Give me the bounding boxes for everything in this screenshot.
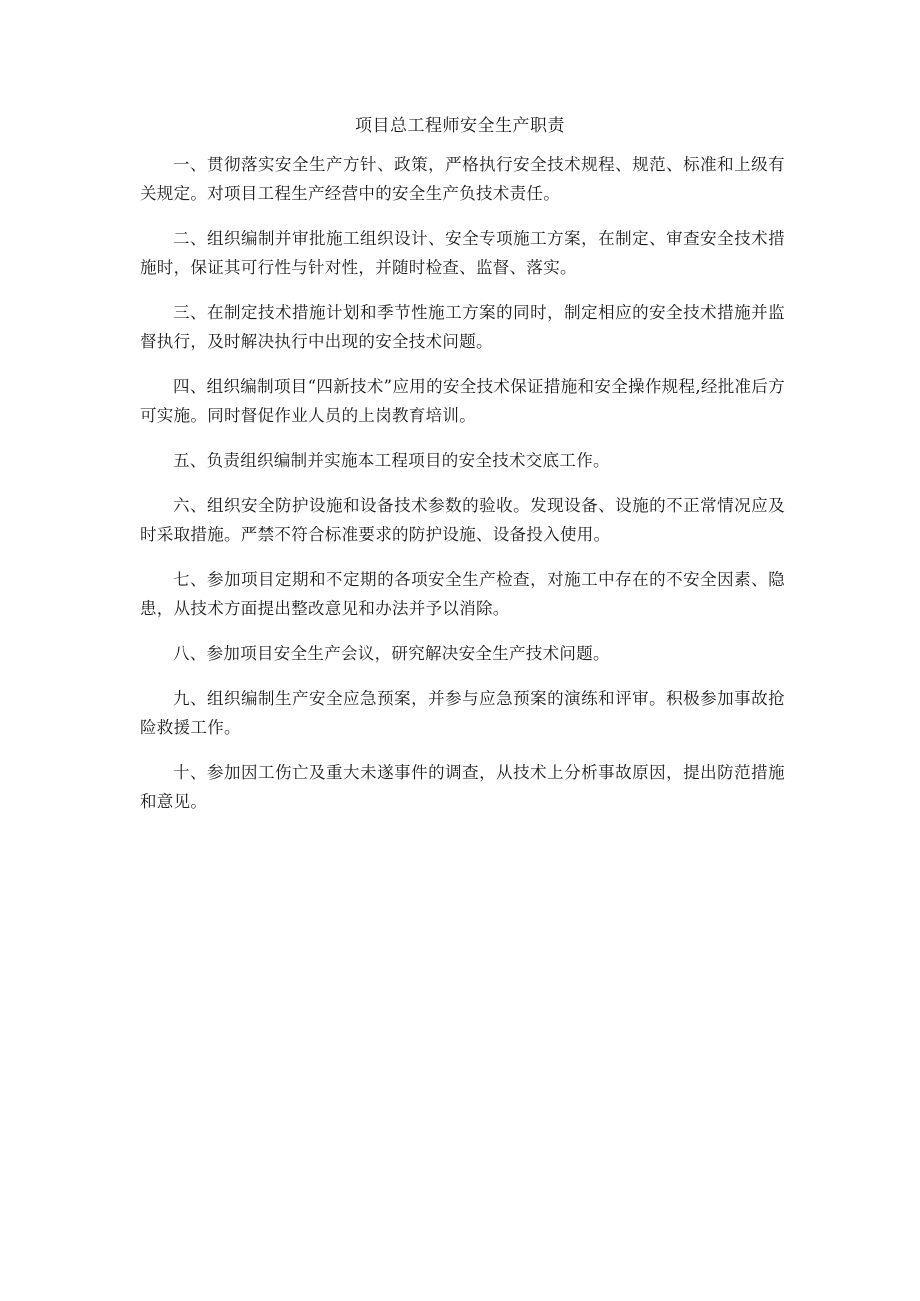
paragraph-4: 四、组织编制项目“四新技术”应用的安全技术保证措施和安全操作规程,经批准后方可实施。同时督促作业人员的上岗教育培训。 — [140, 377, 785, 425]
paragraph-1: 一、贯彻落实安全生产方针、政策，严格执行安全技术规程、规范、标准和上级有关规定。对项目工程生产经营中的安全生产负技术责任。 — [140, 155, 785, 203]
document-body — [140, 150, 785, 832]
paragraph-8: 八、参加项目安全生产会议，研究解决安全生产技术问题。 — [173, 644, 610, 663]
document-title: 项目总工程师安全生产职责 — [355, 116, 565, 136]
paragraph-9: 九、组织编制生产安全应急预案，并参与应急预案的演练和评审。积极参加事故抢险救援工作。 — [140, 689, 785, 737]
paragraph-3: 三、在制定技术措施计划和季节性施工方案的同时，制定相应的安全技术措施并监督执行，及时解决执行中出现的安全技术问题。 — [140, 303, 785, 351]
paragraph-5: 五、负责组织编制并实施本工程项目的安全技术交底工作。 — [173, 451, 610, 470]
paragraph-2: 二、组织编制并审批施工组织设计、安全专项施工方案，在制定、审查安全技术措施时，保证其可行性与针对性，并随时检查、监督、落实。 — [140, 229, 785, 277]
paragraph-10: 十、参加因工伤亡及重大未遂事件的调查，从技术上分析事故原因，提出防范措施和意见。 — [140, 763, 785, 811]
paragraph-6: 六、组织安全防护设施和设备技术参数的验收。发现设备、设施的不正常情况应及时采取措施。严禁不符合标准要求的防护设施、设备投入使用。 — [140, 496, 785, 544]
paragraph-7: 七、参加项目定期和不定期的各项安全生产检查，对施工中存在的不安全因素、隐患，从技术方面提出整改意见和办法并予以消除。 — [140, 570, 785, 618]
